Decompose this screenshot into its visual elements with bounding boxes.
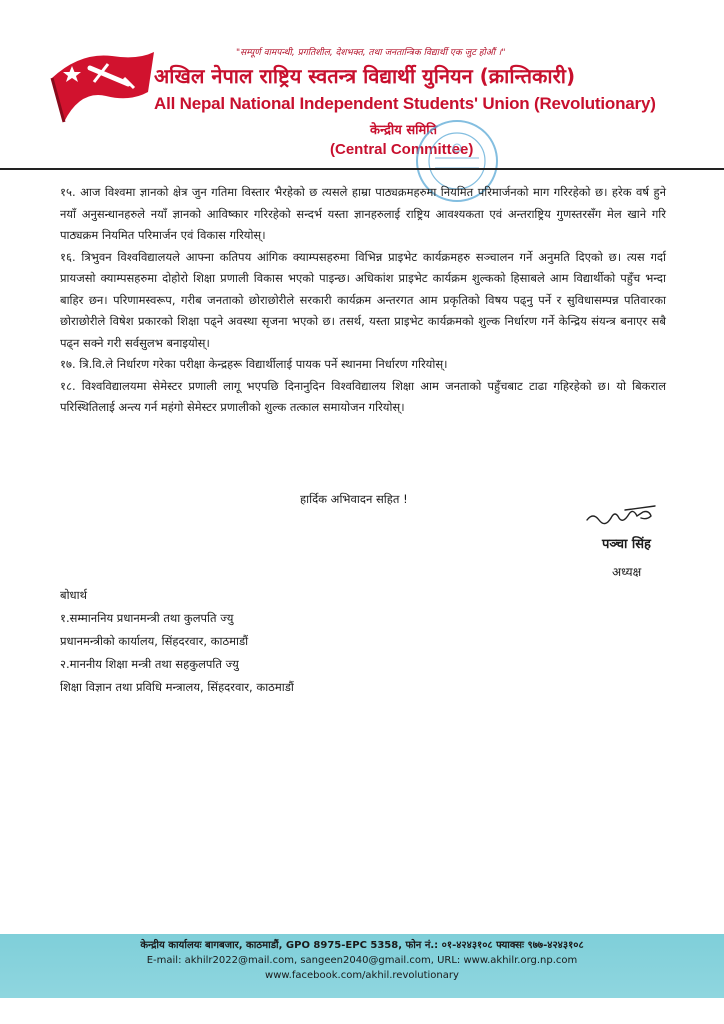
signer-title: अध्यक्ष bbox=[612, 565, 642, 579]
cc-line: १.सम्माननिय प्रधानमन्त्री तथा कुलपति ज्यु bbox=[60, 611, 234, 625]
cc-recipients bbox=[60, 584, 480, 699]
footer-facebook: www.facebook.com/akhil.revolutionary bbox=[265, 970, 459, 981]
paragraph-16: १६. त्रिभुवन विश्वविद्यालयले आफ्ना कतिपय आंगिक क्याम्पसहरुमा विभिन्न प्राइभेट कार्यक्रमहरु सञ्चालन गर्ने अनुमति दिएको छ। त्यस गर्दा प्रायजसो क्याम्पसहरुमा दोहोरो शिक्षा प्रणाली विकास भएको पाइन्छ। अधिकांश प्राइभेट कार्यक्रम शुल्कको हिसाबले आम विद्यार्थीको पहुँच भन्दा बाहिर छन। परिणामस्वरूप, गरीब जनताको छोराछोरीले सरकारी कार्यक्रम अन्तरगत आम प्रकृतिको विषय पढ्नु पर्ने र सुविधासम्पन्न पतिवारका छोराछोरीले विषेश प्रकारको शिक्षा पढ्ने अवस्था सृजना भएको छ। तसर्थ, यस्ता प्राइभेट कार्यक्रमको शुल्क निर्धारण गर्ने केन्द्रिय संयन्त्र बनाएर सबै पढ्न सक्ने गरी सर्वसुलभ बनाइयोस्। bbox=[60, 249, 666, 350]
paragraph-15: १५. आज विश्वमा ज्ञानको क्षेत्र जुन गतिमा विस्तार भैरहेको छ त्यसले हाम्रा पाठ्यक्रमहरुमा नियमित परिमार्जनको माग गरिरहेको छ। हरेक वर्ष हुने नयाँ अनुसन्धानहरुले नयाँ ज्ञानको आविष्कार गरिरहेको सन्दर्भ यस्ता ज्ञानहरुलाई राष्ट्रिय आवश्यकता एवं अन्तराष्ट्रिय गुणस्तरसँग मेल खाने गरि पाठ्यक्रम नियमित परिमार्जन एवं विकास गरियोस्। bbox=[60, 185, 666, 242]
cc-line: शिक्षा विज्ञान तथा प्रविधि मन्त्रालय, सिंहदरवार, काठमाडौं bbox=[60, 680, 294, 694]
handwritten-signature bbox=[585, 502, 657, 530]
cc-line: प्रधानमन्त्रीको कार्यालय, सिंहदरवार, काठमाडौं bbox=[60, 634, 249, 648]
union-title-english: All Nepal National Independent Students' Union (Revolutionary) bbox=[154, 94, 656, 113]
paragraph-17: १७. त्रि.वि.ले निर्धारण गरेका परीक्षा केन्द्रहरू विद्यार्थीलाई पायक पर्ने स्थानमा निर्धारण गरियोस्। bbox=[60, 357, 448, 371]
committee-nepali: केन्द्रीय समिति bbox=[370, 123, 438, 138]
committee-english: (Central Committee) bbox=[330, 141, 474, 158]
cc-heading: बोधार्थ bbox=[60, 588, 87, 602]
union-flag-logo bbox=[50, 48, 156, 128]
footer-address: केन्द्रीय कार्यालयः बागबजार, काठमाडौं, GPO 8975-EPC 5358, फोन नं.: ०१-४२४३१०८ फ्याक्सः ९७७-४२४३१०८ bbox=[140, 940, 584, 951]
footer-contact-band bbox=[0, 934, 724, 998]
cc-line: २.माननीय शिक्षा मन्त्री तथा सहकुलपति ज्यु bbox=[60, 657, 239, 671]
slogan: "सम्पूर्ण वामपन्थी, प्रगतिशील, देशभक्त, तथा जनतान्त्रिक विद्यार्थी एक जुट होऔं ।" bbox=[236, 48, 506, 58]
footer-email-url: E-mail: akhilr2022@mail.com, sangeen2040@gmail.com, URL: www.akhilr.org.np.com bbox=[146, 955, 578, 966]
paragraph-18: १८. विश्वविद्यालयमा सेमेस्टर प्रणाली लागू भएपछि दिनानुदिन विश्वविद्यालय शिक्षा आम जनताको पहुँचबाट टाढा गहिरहेको छ। यो बिकराल परिस्थितिलाई अन्त्य गर्न महंगो सेमेस्टर प्रणालीको शुल्क तत्काल समायोजन गरियोस्। bbox=[60, 378, 666, 414]
letter-body bbox=[60, 182, 666, 419]
union-title-nepali: अखिल नेपाल राष्ट्रिय स्वतन्त्र विद्यार्थी युनियन (क्रान्तिकारी) bbox=[154, 64, 576, 88]
closing-greeting: हार्दिक अभिवादन सहित ! bbox=[300, 492, 408, 506]
header-divider bbox=[0, 168, 724, 170]
signer-name: पञ्चा सिंह bbox=[602, 537, 651, 552]
